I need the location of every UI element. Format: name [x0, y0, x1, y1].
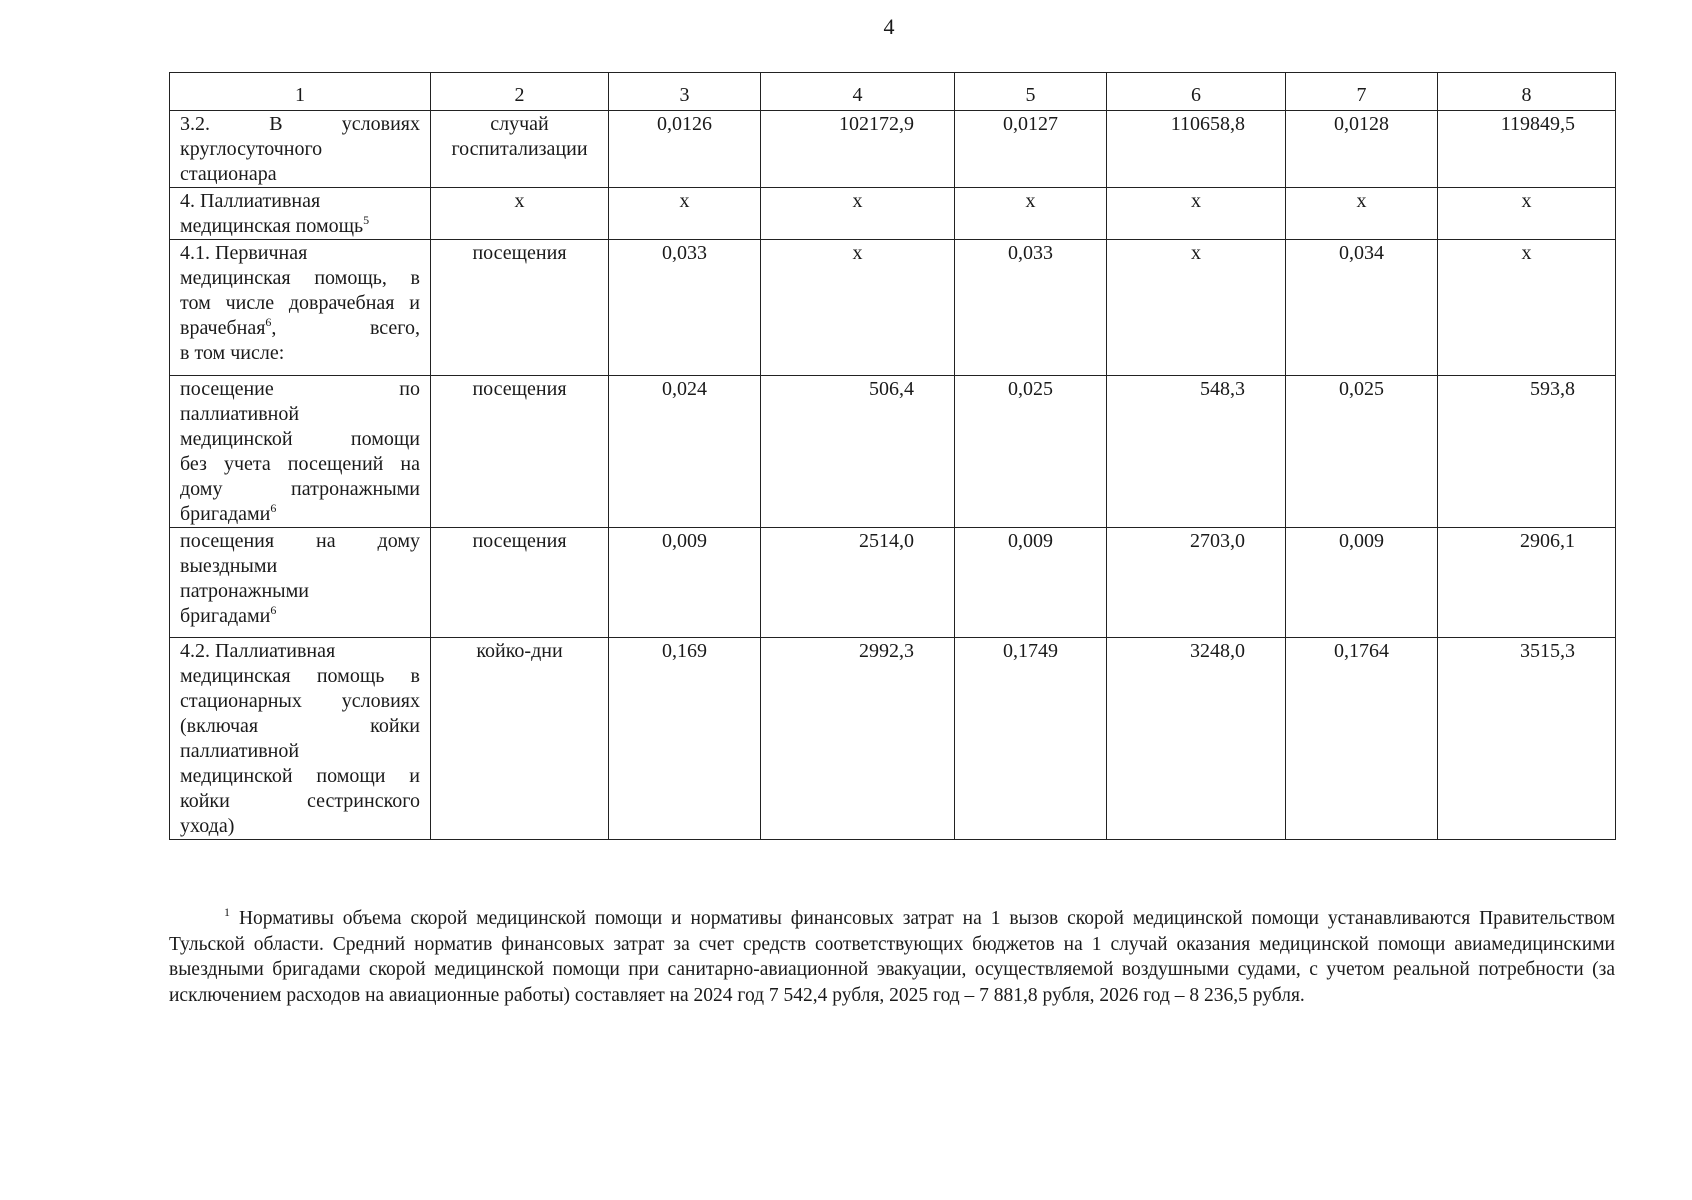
cost-norm-cell: 2992,3	[761, 638, 955, 840]
volume-norm-cell: 0,009	[609, 528, 761, 638]
cost-norm-cell: 2906,1	[1438, 528, 1616, 638]
indicator-line	[180, 579, 420, 604]
indicator-text: паллиативной	[180, 403, 300, 425]
normatives-table	[169, 72, 1616, 840]
indicator-line	[180, 529, 420, 554]
table-row	[170, 376, 1616, 528]
footnote-ref: 6	[270, 501, 277, 515]
cost-norm-cell: 2514,0	[761, 528, 955, 638]
indicator-line	[180, 162, 420, 187]
indicator-text: выездными	[180, 555, 278, 577]
indicator-text: бригадами	[180, 503, 271, 525]
column-header: 5	[955, 73, 1107, 111]
footnote-ref: 6	[265, 315, 272, 329]
cost-norm-cell: х	[1438, 240, 1616, 376]
indicator-text: медицинская помощь, в	[180, 267, 420, 289]
footnote-text: Нормативы объема скорой медицинской помощи и нормативы финансовых затрат на 1 вызов скорой медицинской помощи устанавливаются Правительством Тульской области. Средний норматив финансовых затрат за счет средств соответствующих бюджетов на 1 случай оказания медицинской помощи авиамедицинскими выездными бригадами скорой медицинской помощи при санитарно-авиационной эвакуации, осуществляемой воздушными судами, с учетом реальной потребности (за исключением расходов на авиационные работы) составляет на 2024 год 7 542,4 рубля, 2025 год – 7 881,8 рубля, 2026 год – 8 236,5 рубля.	[169, 908, 1615, 1006]
volume-norm-cell: 0,034	[1286, 240, 1438, 376]
row-indicator-cell	[170, 188, 431, 240]
indicator-line	[180, 427, 420, 452]
volume-norm-cell: 0,025	[1286, 376, 1438, 528]
indicator-text: 4.1. Первичная	[180, 242, 308, 264]
volume-norm-cell: 0,1764	[1286, 638, 1438, 840]
cost-norm-cell: х	[761, 240, 955, 376]
cost-norm-cell: х	[1107, 240, 1286, 376]
footnote-ref: 6	[270, 603, 277, 617]
table-header-row	[170, 73, 1616, 111]
volume-norm-cell: 0,1749	[955, 638, 1107, 840]
indicator-line	[180, 112, 420, 137]
indicator-text: медицинской помощи и	[180, 765, 420, 787]
indicator-text: врачебная	[180, 317, 266, 339]
unit-cell: посещения	[431, 528, 609, 638]
indicator-line	[180, 714, 420, 739]
volume-norm-cell: 0,0128	[1286, 111, 1438, 188]
indicator-text: стационара	[180, 163, 277, 185]
indicator-text: 4.2. Паллиативная	[180, 640, 336, 662]
table-row	[170, 111, 1616, 188]
column-header: 2	[431, 73, 609, 111]
volume-norm-cell: 0,169	[609, 638, 761, 840]
indicator-line	[180, 266, 420, 291]
indicator-text: круглосуточного	[180, 138, 323, 160]
indicator-text: в том числе:	[180, 342, 285, 364]
indicator-text: посещение по	[180, 378, 420, 400]
column-header: 4	[761, 73, 955, 111]
indicator-line	[180, 241, 420, 266]
indicator-line	[180, 664, 420, 689]
column-header: 1	[170, 73, 431, 111]
column-header: 8	[1438, 73, 1616, 111]
unit-cell: х	[431, 188, 609, 240]
volume-norm-cell: 0,009	[955, 528, 1107, 638]
indicator-line	[180, 639, 420, 664]
cost-norm-cell: 3248,0	[1107, 638, 1286, 840]
row-indicator-cell	[170, 376, 431, 528]
indicator-line	[180, 341, 420, 366]
column-header: 7	[1286, 73, 1438, 111]
indicator-text: паллиативной	[180, 740, 300, 762]
indicator-line	[180, 814, 420, 839]
volume-norm-cell: 0,024	[609, 376, 761, 528]
volume-norm-cell: 0,009	[1286, 528, 1438, 638]
cost-norm-cell: 548,3	[1107, 376, 1286, 528]
cost-norm-cell: 3515,3	[1438, 638, 1616, 840]
unit-cell: случай госпитализации	[431, 111, 609, 188]
page-number: 4	[883, 14, 895, 39]
volume-norm-cell: х	[955, 188, 1107, 240]
cost-norm-cell: 110658,8	[1107, 111, 1286, 188]
indicator-text: 4. Паллиативная	[180, 190, 321, 212]
row-indicator-cell	[170, 638, 431, 840]
cost-norm-cell: х	[761, 188, 955, 240]
indicator-text: стационарных условиях	[180, 690, 420, 712]
volume-norm-cell: 0,0127	[955, 111, 1107, 188]
cost-norm-cell: х	[1438, 188, 1616, 240]
indicator-line	[180, 554, 420, 579]
footnote	[169, 906, 1615, 1008]
indicator-text: ухода)	[180, 815, 235, 837]
table-row	[170, 188, 1616, 240]
row-indicator-cell	[170, 528, 431, 638]
indicator-line	[180, 789, 420, 814]
volume-norm-cell: х	[1286, 188, 1438, 240]
indicator-line	[180, 316, 420, 341]
unit-cell: посещения	[431, 376, 609, 528]
row-indicator-cell	[170, 240, 431, 376]
indicator-line	[180, 477, 420, 502]
indicator-text-tail: , всего,	[271, 317, 420, 339]
indicator-line	[180, 452, 420, 477]
indicator-text: медицинская помощь	[180, 215, 364, 237]
indicator-line	[180, 189, 420, 214]
indicator-line	[180, 377, 420, 402]
cost-norm-cell: х	[1107, 188, 1286, 240]
cost-norm-cell: 119849,5	[1438, 111, 1616, 188]
unit-cell: посещения	[431, 240, 609, 376]
indicator-text: койки сестринского	[180, 790, 420, 812]
volume-norm-cell: 0,033	[955, 240, 1107, 376]
volume-norm-cell: 0,0126	[609, 111, 761, 188]
indicator-line	[180, 291, 420, 316]
indicator-text: том числе доврачебная и	[180, 292, 420, 314]
indicator-line	[180, 689, 420, 714]
indicator-text: без учета посещений на	[180, 453, 420, 475]
table-row	[170, 528, 1616, 638]
indicator-line	[180, 137, 420, 162]
footnote-ref: 5	[363, 213, 370, 227]
table-row	[170, 240, 1616, 376]
volume-norm-cell: х	[609, 188, 761, 240]
cost-norm-cell: 102172,9	[761, 111, 955, 188]
indicator-text: бригадами	[180, 605, 271, 627]
table-row	[170, 638, 1616, 840]
indicator-line	[180, 604, 420, 629]
column-header: 6	[1107, 73, 1286, 111]
indicator-line	[180, 502, 420, 527]
column-header: 3	[609, 73, 761, 111]
indicator-line	[180, 402, 420, 427]
indicator-line	[180, 739, 420, 764]
indicator-line	[180, 214, 420, 239]
indicator-text: медицинской помощи	[180, 428, 420, 450]
row-indicator-cell	[170, 111, 431, 188]
cost-norm-cell: 2703,0	[1107, 528, 1286, 638]
volume-norm-cell: 0,025	[955, 376, 1107, 528]
indicator-text: посещения на дому	[180, 530, 420, 552]
indicator-text: 3.2. В условиях	[180, 113, 420, 135]
unit-cell: койко-дни	[431, 638, 609, 840]
indicator-text: (включая койки	[180, 715, 420, 737]
volume-norm-cell: 0,033	[609, 240, 761, 376]
indicator-text: дому патронажными	[180, 478, 420, 500]
cost-norm-cell: 593,8	[1438, 376, 1616, 528]
indicator-text: медицинская помощь в	[180, 665, 420, 687]
cost-norm-cell: 506,4	[761, 376, 955, 528]
footnote-marker: 1	[224, 905, 230, 919]
indicator-text: патронажными	[180, 580, 309, 602]
indicator-line	[180, 764, 420, 789]
